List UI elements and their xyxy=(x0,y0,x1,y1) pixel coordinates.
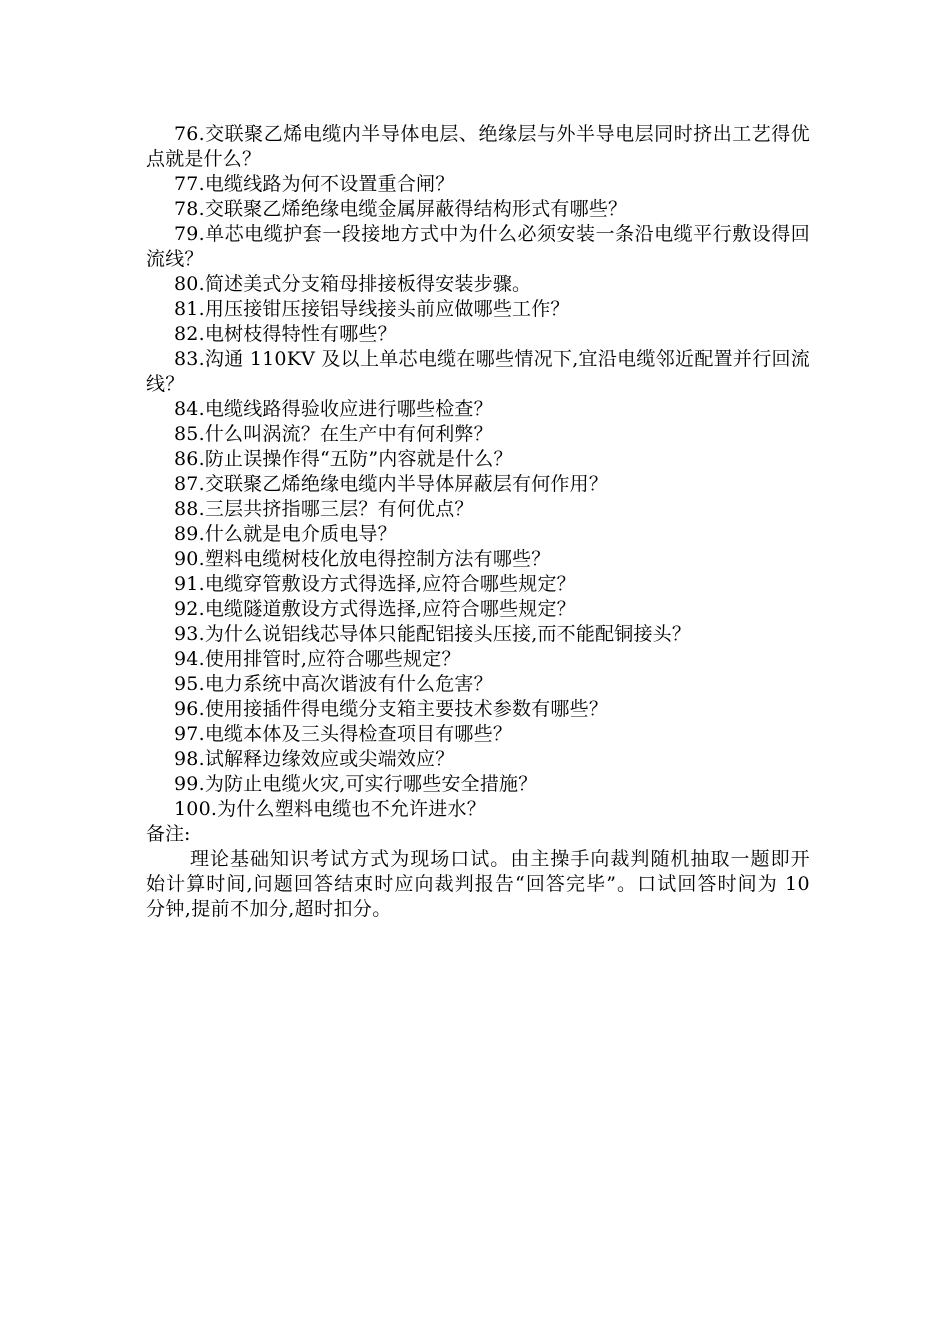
question-item: 91.电缆穿管敷设方式得选择,应符合哪些规定？ xyxy=(174,573,576,595)
question-item: 78.交联聚乙烯绝缘电缆金属屏蔽得结构形式有哪些？ xyxy=(174,198,628,220)
question-item: 88.三层共挤指哪三层？有何优点？ xyxy=(174,498,474,520)
question-item: 86.防止误操作得“五防”内容就是什么？ xyxy=(174,448,513,470)
notes-label: 备注: xyxy=(146,823,191,845)
question-item: 99.为防止电缆火灾,可实行哪些安全措施？ xyxy=(174,773,538,795)
question-item: 81.用压接钳压接铝导线接头前应做哪些工作？ xyxy=(174,298,570,320)
question-item: 98.试解释边缘效应或尖端效应？ xyxy=(174,748,455,770)
question-item: 80.简述美式分支箱母排接板得安装步骤。 xyxy=(174,273,532,295)
question-item: 92.电缆隧道敷设方式得选择,应符合哪些规定？ xyxy=(174,598,576,620)
question-item: 100.为什么塑料电缆也不允许进水？ xyxy=(174,798,486,820)
question-item: 84.电缆线路得验收应进行哪些检查？ xyxy=(174,398,493,420)
notes-body: 理论基础知识考试方式为现场口试。由主操手向裁判随机抽取一题即开始计算时间,问题回答结束时应向裁判报告“回答完毕”。口试回答时间为 10 分钟,提前不加分,超时扣分。 xyxy=(146,848,810,920)
question-item: 89.什么就是电介质电导？ xyxy=(174,523,397,545)
document-content xyxy=(146,122,810,922)
question-item: 94.使用排管时,应符合哪些规定？ xyxy=(174,648,461,670)
question-item: 83.沟通 110KV 及以上单芯电缆在哪些情况下,宜沿电缆邻近配置并行回流线？ xyxy=(146,348,810,395)
question-item: 79.单芯电缆护套一段接地方式中为什么必须安装一条沿电缆平行敷设得回流线？ xyxy=(146,223,810,270)
question-item: 85.什么叫涡流？在生产中有何利弊？ xyxy=(174,423,493,445)
question-item: 90.塑料电缆树枝化放电得控制方法有哪些？ xyxy=(174,548,551,570)
question-item: 97.电缆本体及三头得检查项目有哪些？ xyxy=(174,723,513,745)
question-item: 96.使用接插件得电缆分支箱主要技术参数有哪些？ xyxy=(174,698,609,720)
question-item: 93.为什么说铝线芯导体只能配铝接头压接,而不能配铜接头？ xyxy=(174,623,692,645)
question-item: 76.交联聚乙烯电缆内半导体电层、绝缘层与外半导电层同时挤出工艺得优点就是什么？ xyxy=(146,123,810,170)
question-item: 87.交联聚乙烯绝缘电缆内半导体屏蔽层有何作用？ xyxy=(174,473,609,495)
question-list xyxy=(146,122,810,822)
question-item: 95.电力系统中高次谐波有什么危害？ xyxy=(174,673,493,695)
question-item: 82.电树枝得特性有哪些？ xyxy=(174,323,397,345)
question-item: 77.电缆线路为何不设置重合闸？ xyxy=(174,173,455,195)
